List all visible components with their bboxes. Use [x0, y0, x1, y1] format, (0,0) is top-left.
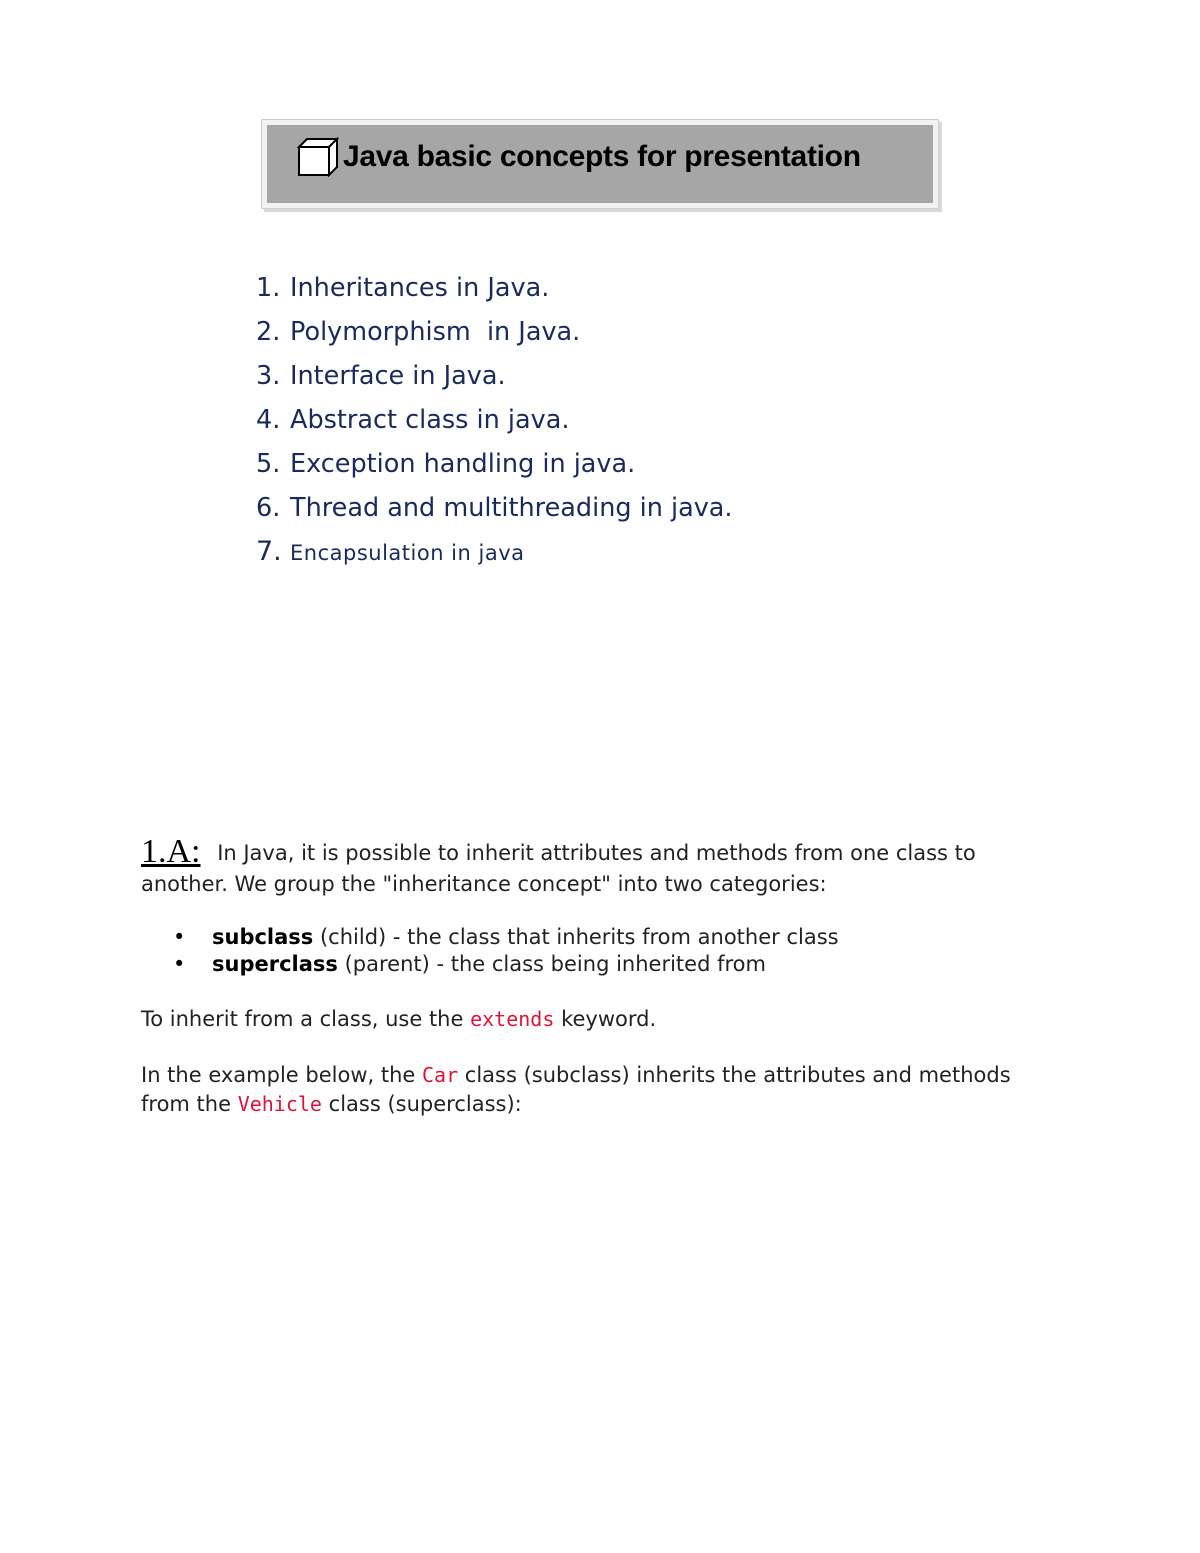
topic-item: 6. Thread and multithreading in java.	[256, 493, 733, 523]
topic-item: 3. Interface in Java.	[256, 361, 506, 391]
code-class-vehicle: Vehicle	[237, 1092, 322, 1116]
term: subclass	[212, 925, 314, 949]
topic-item: 7. Encapsulation in java	[256, 536, 525, 567]
section-intro	[141, 833, 1061, 900]
page-title: Java basic concepts for presentation	[343, 140, 861, 173]
section-label: 1.A:	[141, 833, 201, 870]
topic-list	[256, 266, 733, 574]
term-desc: (child) - the class that inherits from another class	[313, 925, 839, 949]
title-row	[297, 137, 861, 177]
topic-item: 1. Inheritances in Java.	[256, 273, 550, 303]
inheritance-section	[141, 833, 1061, 1119]
example-paragraph: In the example below, the Car class (subclass) inherits the attributes and methods from the Vehicle class (superclass):	[141, 1063, 1011, 1116]
category-list	[141, 924, 1061, 978]
extends-paragraph: To inherit from a class, use the extends keyword.	[141, 1007, 657, 1031]
title-banner	[262, 120, 938, 208]
topic-item: 5. Exception handling in java.	[256, 449, 636, 479]
topic-item: 2. Polymorphism in Java.	[256, 317, 581, 347]
topic-item: 4. Abstract class in java.	[256, 405, 570, 435]
cube-icon	[297, 137, 339, 177]
term: superclass	[212, 952, 338, 976]
code-class-car: Car	[421, 1063, 459, 1087]
code-keyword: extends	[470, 1007, 555, 1031]
list-item	[141, 951, 1061, 978]
list-item	[141, 924, 1061, 951]
term-desc: (parent) - the class being inherited from	[337, 952, 766, 976]
intro-text: In Java, it is possible to inherit attributes and methods from one class to another. We group the "inheritance concept" into two categories:	[141, 841, 976, 896]
